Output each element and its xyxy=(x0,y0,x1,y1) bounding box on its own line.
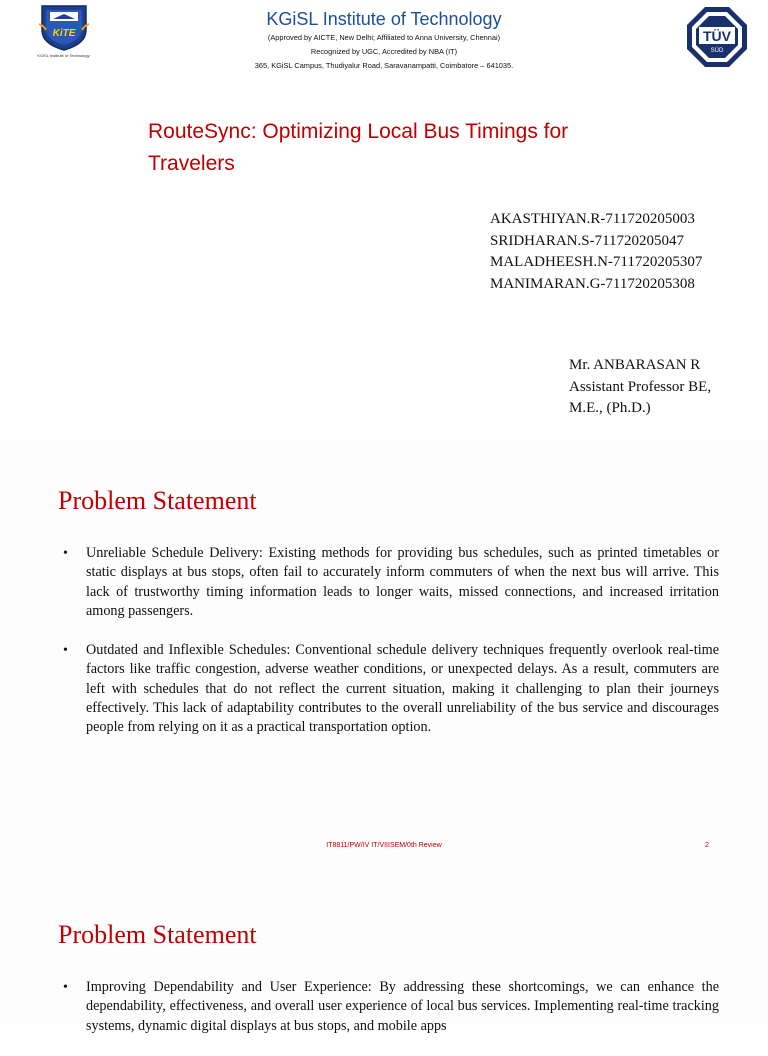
project-title-line-2: Travelers xyxy=(148,152,235,175)
bullet-text: Outdated and Inflexible Schedules: Conventional schedule delivery techniques frequently overlook real-time factors like traffic congestion, adverse weather conditions, or unexpected delays. As a result, commuters are left with schedules that do not reflect the current situation, making it challenging to plan their journeys effectively. This lack of adaptability contributes to the overall unreliability of the bus service and discourages people from relying on it as a practical transportation option. xyxy=(86,642,719,736)
slide-heading: Problem Statement xyxy=(58,486,257,515)
institute-address-line: 365, KGiSL Campus, Thudiyalur Road, Saravanampatti, Coimbatore – 641035. xyxy=(254,61,514,70)
logo-caption: KGiSL Institute of Technology xyxy=(37,53,90,58)
guide-info xyxy=(569,355,739,420)
student-name: MALADHEESH.N-711720205307 xyxy=(490,254,703,270)
bullet-icon: • xyxy=(63,980,68,995)
tuv-mark: TÜV xyxy=(703,28,731,44)
page-number: 2 xyxy=(705,842,709,849)
institute-recognition-line: Recognized by UGC, Accredited by NBA (IT) xyxy=(310,47,458,56)
bullet-list xyxy=(63,978,719,1056)
project-title-line-1: RouteSync: Optimizing Local Bus Timings for xyxy=(148,120,569,143)
bullet-icon: • xyxy=(63,643,68,659)
slide-heading: Problem Statement xyxy=(58,920,257,949)
problem-statement-slide xyxy=(0,440,768,880)
logo-mark: KiTE xyxy=(52,28,75,39)
guide-name: Mr. ANBARASAN R xyxy=(569,357,701,373)
student-name: MANIMARAN.G-711720205308 xyxy=(490,275,695,292)
problem-statement-slide-2 xyxy=(0,880,768,1034)
student-name: AKASTHIYAN.R-711720205003 xyxy=(490,211,695,227)
student-list xyxy=(490,209,702,295)
institute-name: KGiSL Institute of Technology xyxy=(266,9,502,29)
institute-approval-line: (Approved by AICTE, New Delhi; Affiliated to Anna University, Chennai) xyxy=(267,33,501,42)
title-slide xyxy=(0,0,768,440)
bullet-item xyxy=(63,978,719,1036)
slide-footer: IT8811/PW/IV IT/VIIISEM/0th Review xyxy=(326,842,442,849)
tuv-sud-certification-icon xyxy=(685,5,749,69)
guide-qualification: M.E., (Ph.D.) xyxy=(569,400,651,416)
bullet-text: Unreliable Schedule Delivery: Existing methods for providing bus schedules, such as printed timetables or static displays at bus stops, often fail to accurately inform commuters of when the next bus will arrive. This lack of trustworthy timing information leads to longer waits, missed connections, and increased irritation among passengers. xyxy=(86,545,719,619)
bullet-icon: • xyxy=(63,546,68,561)
bullet-item xyxy=(63,641,719,737)
bullet-list xyxy=(63,544,719,758)
student-name: SRIDHARAN.S-711720205047 xyxy=(490,232,685,249)
project-title xyxy=(148,116,648,180)
certification-logo xyxy=(685,5,749,69)
bullet-item xyxy=(63,544,719,621)
guide-designation: Assistant Professor BE, xyxy=(569,378,712,395)
bullet-text: Improving Dependability and User Experience: By addressing these shortcomings, we can enhance the dependability, effectiveness, and overall user experience of local bus services. Implementing real-time tracking systems, dynamic digital displays at bus stops, and mobile apps xyxy=(86,979,719,1034)
tuv-sub: SÜD xyxy=(710,48,724,54)
